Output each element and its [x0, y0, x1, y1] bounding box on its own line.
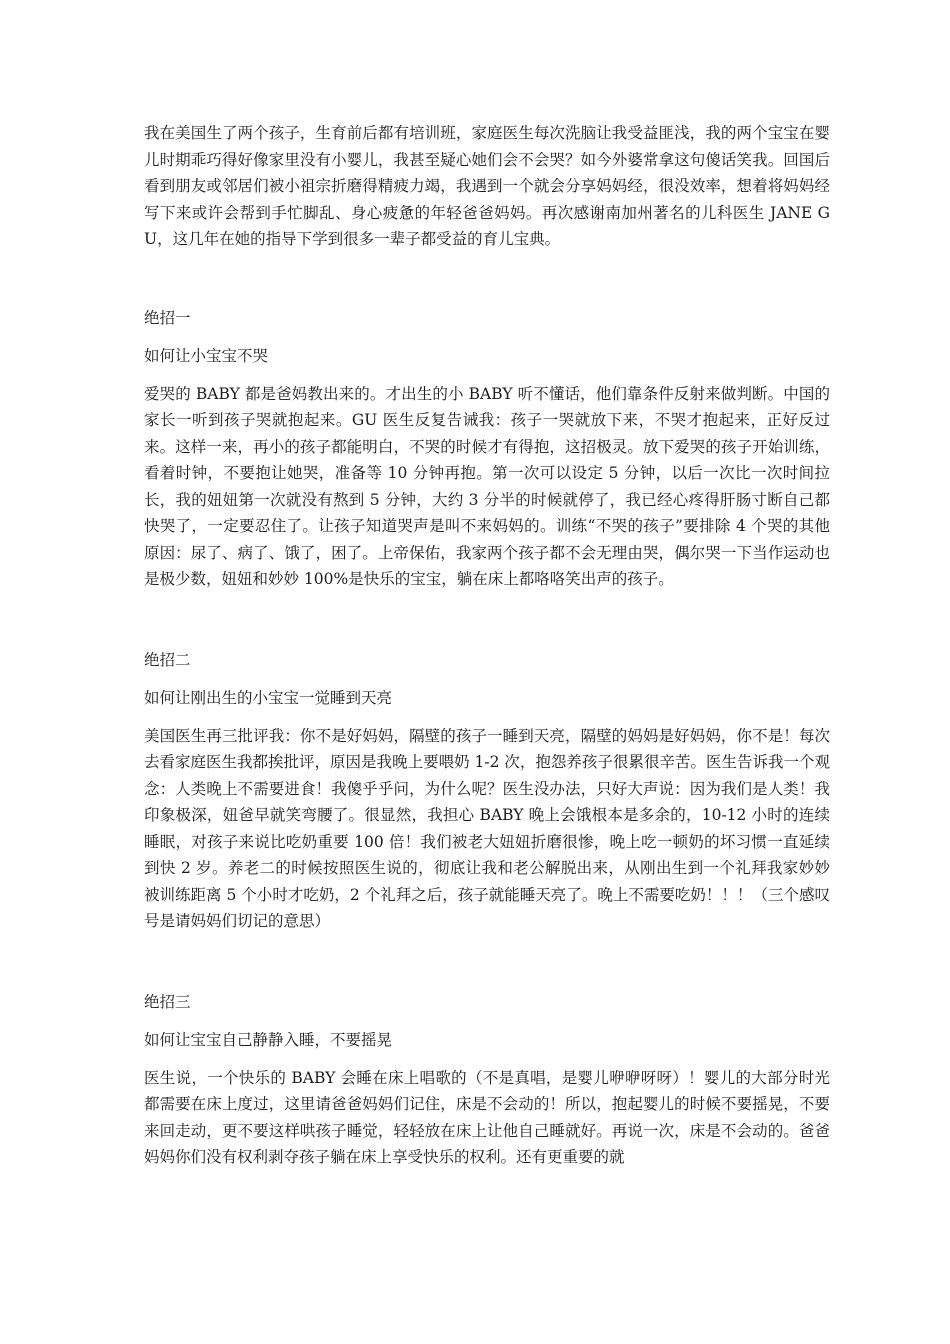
section-1	[144, 305, 830, 593]
section-body: 医生说，一个快乐的 BABY 会睡在床上唱歌的（不是真唱，是婴儿咿咿呀呀）！婴儿的大部分时光都需要在床上度过，这里请爸爸妈妈们记住，床是不会动的！所以，抱起婴儿的时候不要摇晃，不要来回走动，更不要这样哄孩子睡觉，轻轻放在床上让他自己睡就好。再说一次，床是不会动的。爸爸妈妈你们没有权利剥夺孩子躺在床上享受快乐的权利。还有更重要的就	[144, 1068, 830, 1166]
section-2	[144, 647, 830, 935]
section-heading: 绝招一	[144, 308, 191, 327]
intro-paragraph: 我在美国生了两个孩子，生育前后都有培训班，家庭医生每次洗脑让我受益匪浅，我的两个宝宝在婴儿时期乖巧得好像家里没有小婴儿，我甚至疑心她们会不会哭？如今外婆常拿这句傻话笑我。回国后看到朋友或邻居们被小祖宗折磨得精疲力竭，我遇到一个就会分享妈妈经，很没效率，想着将妈妈经写下来或许会帮到手忙脚乱、身心疲惫的年轻爸爸妈妈。再次感谢南加州著名的儿科医生 JANE GU，这几年在她的指导下学到很多一辈子都受益的育儿宝典。	[144, 124, 830, 248]
section-3	[144, 989, 830, 1171]
section-heading: 绝招三	[144, 992, 191, 1011]
section-heading: 绝招二	[144, 650, 191, 669]
document-page	[144, 120, 830, 1171]
section-subtitle: 如何让小宝宝不哭	[144, 346, 269, 365]
section-subtitle: 如何让宝宝自己静静入睡，不要摇晃	[144, 1030, 393, 1049]
section-body: 爱哭的 BABY 都是爸妈教出来的。才出生的小 BABY 听不懂话，他们靠条件反射来做判断。中国的家长一听到孩子哭就抱起来。GU 医生反复告诫我：孩子一哭就放下来，不哭才抱起来，正好反过来。这样一来，再小的孩子都能明白，不哭的时候才有得抱，这招极灵。放下爱哭的孩子开始训练，看着时钟，不要抱让她哭，准备等 10 分钟再抱。第一次可以设定 5 分钟，以后一次比一次时间拉长，我的妞妞第一次就没有熬到 5 分钟，大约 3 分半的时候就停了，我已经心疼得肝肠寸断自己都快哭了，一定要忍住了。让孩子知道哭声是叫不来妈妈的。训练“不哭的孩子”要排除 4 个哭的其他原因：尿了、病了、饿了，困了。上帝保佑，我家两个孩子都不会无理由哭，偶尔哭一下当作运动也是极少数，妞妞和妙妙 100%是快乐的宝宝，躺在床上都咯咯笑出声的孩子。	[144, 384, 830, 588]
section-subtitle: 如何让刚出生的小宝宝一觉睡到天亮	[144, 688, 393, 707]
section-body: 美国医生再三批评我：你不是好妈妈，隔壁的孩子一睡到天亮，隔壁的妈妈是好妈妈，你不是！每次去看家庭医生我都挨批评，原因是我晚上要喂奶 1-2 次，抱怨养孩子很累很辛苦。医生告诉我一个观念：人类晚上不需要进食！我傻乎乎问，为什么呢？医生没办法，只好大声说：因为我们是人类！我印象极深，妞爸早就笑弯腰了。很显然，我担心 BABY 晚上会饿根本是多余的，10-12 小时的连续睡眠，对孩子来说比吃奶重要 100 倍！我们被老大妞妞折磨很惨，晚上吃一顿奶的坏习惯一直延续到快 2 岁。养老二的时候按照医生说的，彻底让我和老公解脱出来，从刚出生到一个礼拜我家妙妙被训练距离 5 个小时才吃奶，2 个礼拜之后，孩子就能睡天亮了。晚上不需要吃奶！！！（三个感叹号是请妈妈们切记的意思）	[144, 726, 830, 930]
